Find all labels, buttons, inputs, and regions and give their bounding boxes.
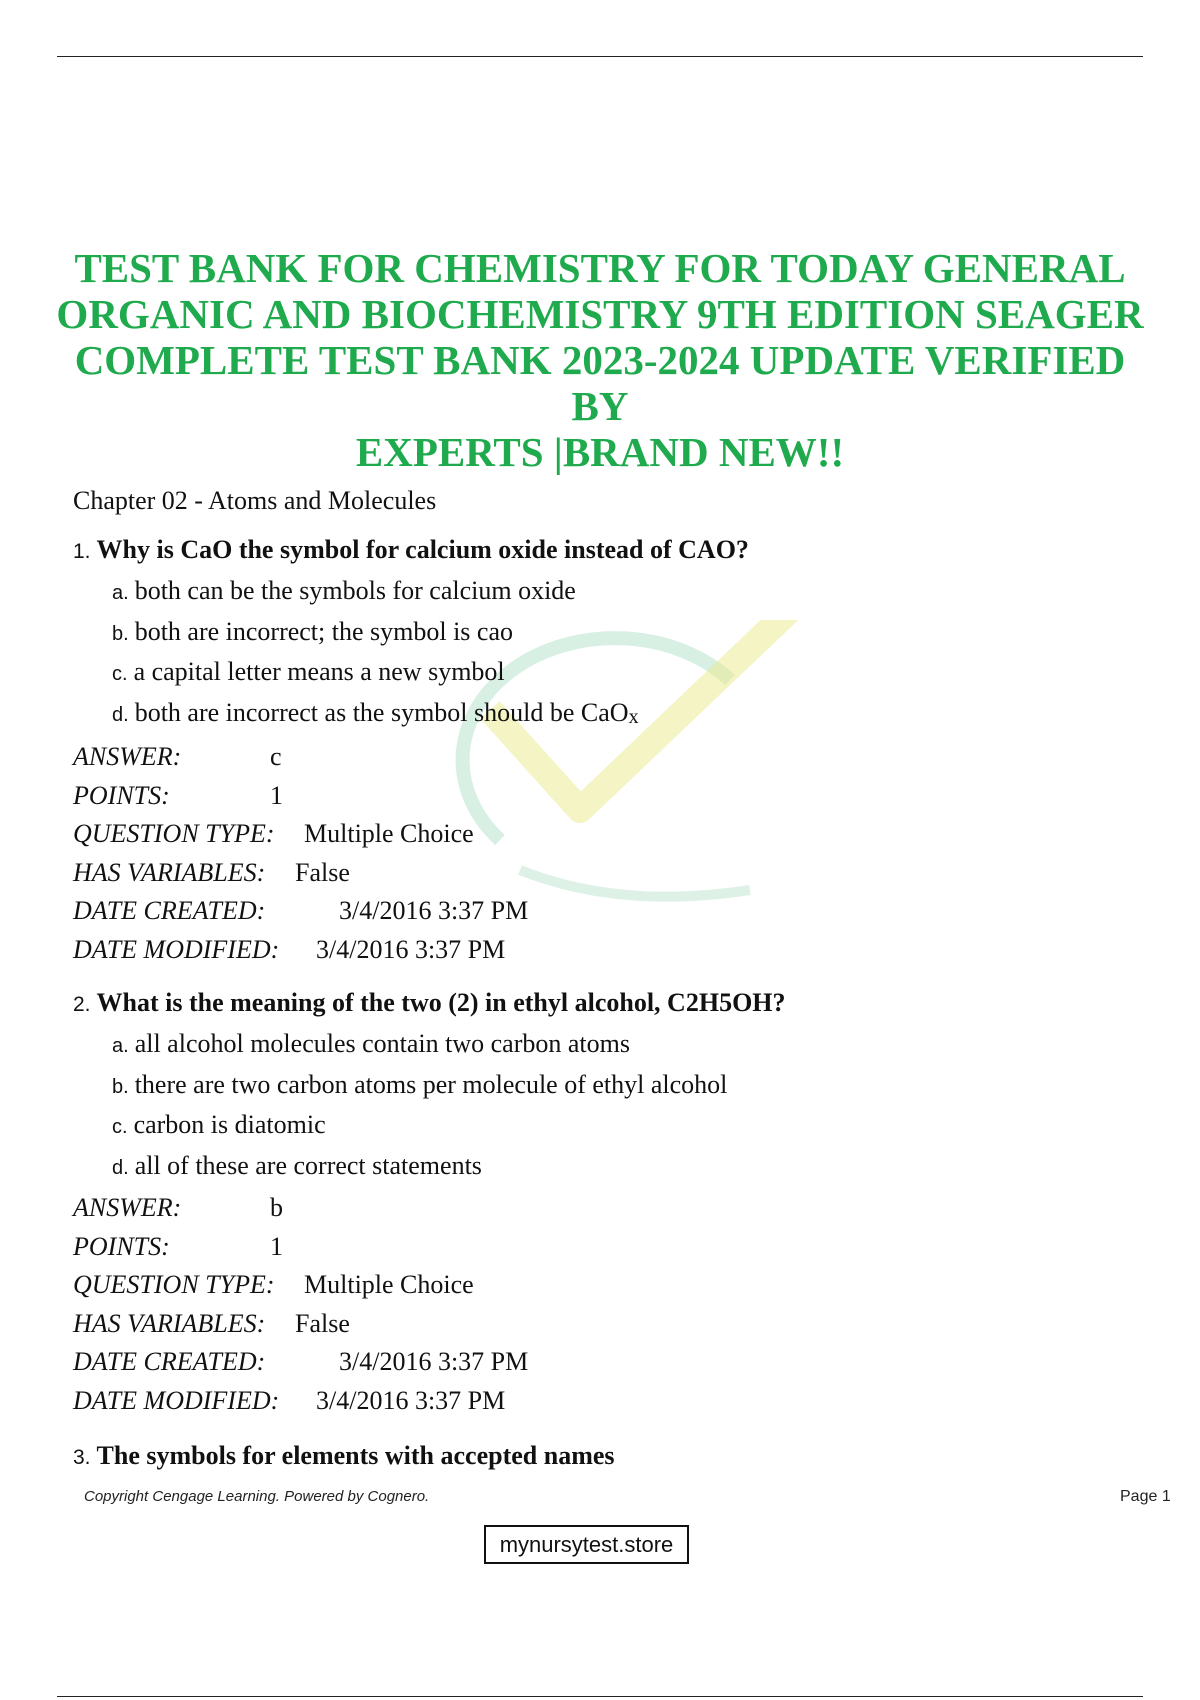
title-line: ORGANIC AND BIOCHEMISTRY 9TH EDITION SEAGER <box>56 291 1144 337</box>
date-modified-row <box>73 1382 1133 1421</box>
question-text: What is the meaning of the two (2) in ethyl alcohol, C <box>96 988 686 1017</box>
question-3 <box>73 1441 1133 1473</box>
question-text: Why is CaO the symbol for calcium oxide instead of CAO? <box>96 535 749 564</box>
points-value: 1 <box>270 1231 283 1261</box>
date-modified-value: 3/4/2016 3:37 PM <box>316 934 506 964</box>
option-a <box>112 1025 1133 1066</box>
date-created-label: DATE CREATED: <box>73 896 266 925</box>
option-text: a capital letter means a new symbol <box>133 657 505 686</box>
option-b <box>112 1066 1133 1107</box>
question-stem <box>73 988 1133 1020</box>
option-text: both are incorrect as the symbol should be CaO <box>134 697 629 727</box>
answer-row <box>73 738 1133 777</box>
option-text: both can be the symbols for calcium oxide <box>134 576 576 605</box>
chapter-heading: Chapter 02 - Atoms and Molecules <box>73 486 437 515</box>
option-b <box>112 613 1133 654</box>
date-created-row <box>73 1343 1133 1382</box>
has-variables-value: False <box>295 857 350 887</box>
points-row <box>73 777 1133 816</box>
option-letter: a. <box>112 582 129 604</box>
option-d <box>112 1147 1133 1188</box>
formula-subscript: 5 <box>719 988 733 1017</box>
option-letter: b. <box>112 1075 129 1098</box>
answer-value: b <box>270 1193 283 1222</box>
option-letter: d. <box>112 1156 129 1179</box>
answer-label: ANSWER: <box>73 742 182 771</box>
has-variables-label: HAS VARIABLES: <box>73 857 266 887</box>
option-d <box>112 694 1133 737</box>
has-variables-row <box>73 854 1133 893</box>
question-type-value: Multiple Choice <box>304 819 474 848</box>
option-text: all alcohol molecules contain two carbon atoms <box>134 1029 630 1058</box>
question-metadata <box>73 1189 1133 1420</box>
page-number: Page 1 <box>1120 1488 1171 1505</box>
question-text: OH? <box>732 988 786 1017</box>
points-value: 1 <box>270 780 283 810</box>
question-stem <box>73 1441 1133 1473</box>
option-a <box>112 572 1133 613</box>
date-modified-label: DATE MODIFIED: <box>73 1385 280 1415</box>
has-variables-row <box>73 1305 1133 1344</box>
option-c <box>112 1106 1133 1147</box>
question-2 <box>73 988 1133 1420</box>
has-variables-label: HAS VARIABLES: <box>73 1308 266 1338</box>
date-modified-row <box>73 931 1133 970</box>
question-text: The symbols for elements with accepted names <box>96 1441 615 1470</box>
option-c <box>112 653 1133 694</box>
date-created-row <box>73 892 1133 931</box>
date-created-value: 3/4/2016 3:37 PM <box>339 1347 529 1376</box>
date-modified-label: DATE MODIFIED: <box>73 934 280 964</box>
option-letter: a. <box>112 1035 129 1057</box>
date-modified-value: 3/4/2016 3:37 PM <box>316 1385 506 1415</box>
answer-options <box>112 572 1133 736</box>
question-type-label: QUESTION TYPE: <box>73 819 275 848</box>
question-number: 3. <box>73 1446 91 1469</box>
answer-label: ANSWER: <box>73 1193 182 1222</box>
points-label: POINTS: <box>73 780 170 810</box>
answer-row <box>73 1189 1133 1228</box>
question-number: 1. <box>73 540 91 563</box>
question-type-row <box>73 1266 1133 1305</box>
option-letter: c. <box>112 663 128 685</box>
has-variables-value: False <box>295 1308 350 1338</box>
store-link[interactable]: mynursytest.store <box>484 1525 689 1564</box>
question-metadata <box>73 738 1133 969</box>
date-created-label: DATE CREATED: <box>73 1347 266 1376</box>
bottom-rule <box>57 1696 1143 1697</box>
points-label: POINTS: <box>73 1231 170 1261</box>
question-type-label: QUESTION TYPE: <box>73 1270 275 1299</box>
top-rule <box>57 56 1143 57</box>
option-text: carbon is diatomic <box>133 1110 326 1139</box>
points-row <box>73 1228 1133 1267</box>
option-subscript: x <box>628 705 639 728</box>
option-letter: c. <box>112 1116 128 1138</box>
question-1 <box>73 535 1133 969</box>
copyright-footer: Copyright Cengage Learning. Powered by Cognero. <box>84 1488 430 1505</box>
answer-value: c <box>270 742 282 771</box>
question-text: H <box>698 988 720 1017</box>
answer-options <box>112 1025 1133 1187</box>
option-letter: b. <box>112 622 129 645</box>
title-line: COMPLETE TEST BANK 2023-2024 UPDATE VERIFIED BY <box>74 337 1126 429</box>
question-type-row <box>73 815 1133 854</box>
title-line: TEST BANK FOR CHEMISTRY FOR TODAY GENERAL <box>74 245 1126 291</box>
formula-subscript: 2 <box>685 988 699 1017</box>
option-letter: d. <box>112 703 129 726</box>
question-stem <box>73 535 1133 567</box>
document-title <box>55 245 1145 475</box>
question-number: 2. <box>73 993 91 1016</box>
question-type-value: Multiple Choice <box>304 1270 474 1299</box>
title-line: EXPERTS |BRAND NEW!! <box>355 429 845 475</box>
option-text: there are two carbon atoms per molecule of ethyl alcohol <box>134 1069 728 1099</box>
option-text: both are incorrect; the symbol is cao <box>134 616 514 646</box>
date-created-value: 3/4/2016 3:37 PM <box>339 896 529 925</box>
option-text: all of these are correct statements <box>134 1150 482 1180</box>
